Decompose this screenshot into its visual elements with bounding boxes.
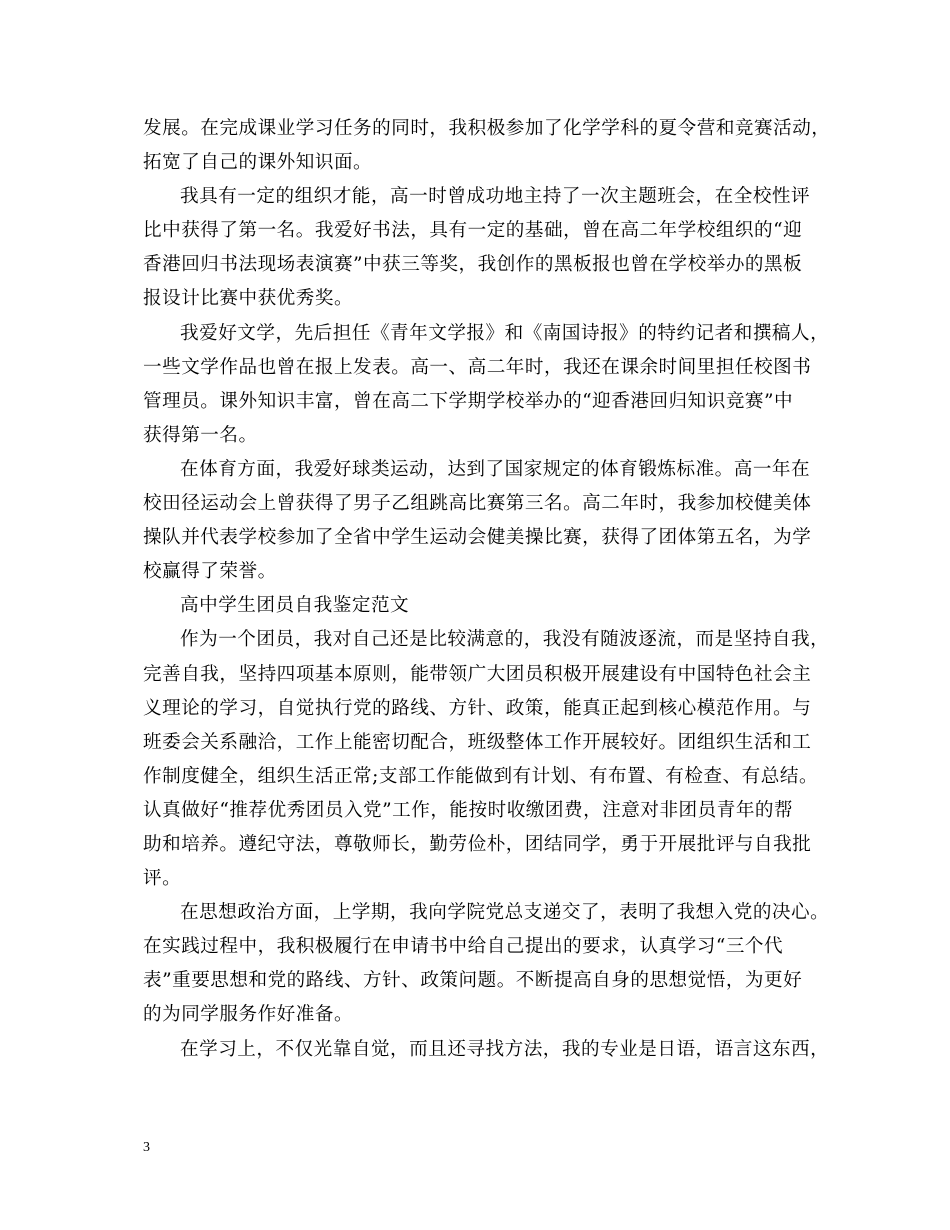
page-number: 3 <box>143 1140 150 1155</box>
text-line: 管理员。课外知识丰富，曾在高二下学期学校举办的“迎香港回归知识竞赛”中 <box>143 390 794 412</box>
text-line: 香港回归书法现场表演赛”中获三等奖，我创作的黑板报也曾在学校举办的黑板 <box>143 254 803 276</box>
text-line: 助和培养。遵纪守法，尊敬师长，勤劳俭朴，团结同学，勇于开展批评与自我批 <box>143 833 812 855</box>
text-line: 在思想政治方面，上学期，我向学院党总支递交了，表明了我想入党的决心。 <box>180 902 830 924</box>
text-line: 拓宽了自己的课外知识面。 <box>143 152 373 174</box>
text-line: 表”重要思想和党的路线、方针、政策问题。不断提高自身的思想觉悟，为更好 <box>143 970 803 992</box>
text-line: 认真做好“推荐优秀团员入党”工作，能按时收缴团费，注意对非团员青年的帮 <box>143 799 794 821</box>
text-line: 作制度健全，组织生活正常;支部工作能做到有计划、有布置、有检查、有总结。 <box>143 765 819 787</box>
text-line: 报设计比赛中获优秀奖。 <box>143 288 354 310</box>
document-body <box>143 112 831 1067</box>
text-line: 我具有一定的组织才能，高一时曾成功地主持了一次主题班会，在全校性评 <box>180 186 811 208</box>
text-line: 的为同学服务作好准备。 <box>143 1004 354 1026</box>
text-line: 评。 <box>143 868 182 890</box>
text-line: 校赢得了荣誉。 <box>143 561 277 583</box>
text-line: 义理论的学习，自觉执行党的路线、方针、政策，能真正起到核心模范作用。与 <box>143 697 812 719</box>
text-line: 操队并代表学校参加了全省中学生运动会健美操比赛，获得了团体第五名，为学 <box>143 527 812 549</box>
text-line: 班委会关系融洽，工作上能密切配合，班级整体工作开展较好。团组织生活和工 <box>143 731 812 753</box>
text-line: 完善自我，坚持四项基本原则，能带领广大团员积极开展建设有中国特色社会主 <box>143 663 812 685</box>
text-line: 作为一个团员，我对自己还是比较满意的，我没有随波逐流，而是坚持自我， <box>180 629 830 651</box>
text-line: 一些文学作品也曾在报上发表。高一、高二年时，我还在课余时间里担任校图书 <box>143 356 812 378</box>
section-heading: 高中学生团员自我鉴定范文 <box>180 595 410 617</box>
text-line: 在学习上，不仅光靠自觉，而且还寻找方法，我的专业是日语，语言这东西， <box>180 1038 830 1060</box>
text-line: 校田径运动会上曾获得了男子乙组跳高比赛第三名。高二年时，我参加校健美体 <box>143 493 812 515</box>
text-line: 在体育方面，我爱好球类运动，达到了国家规定的体育锻炼标准。高一年在 <box>180 458 811 480</box>
text-line: 比中获得了第一名。我爱好书法，具有一定的基础，曾在高二年学校组织的“迎 <box>143 220 803 242</box>
text-line: 在实践过程中，我积极履行在申请书中给自己提出的要求，认真学习“三个代 <box>143 936 784 958</box>
text-line: 发展。在完成课业学习任务的同时，我积极参加了化学学科的夏令营和竞赛活动， <box>143 118 831 139</box>
text-line: 获得第一名。 <box>143 424 258 446</box>
text-line: 我爱好文学，先后担任《青年文学报》和《南国诗报》的特约记者和撰稿人， <box>180 322 830 344</box>
